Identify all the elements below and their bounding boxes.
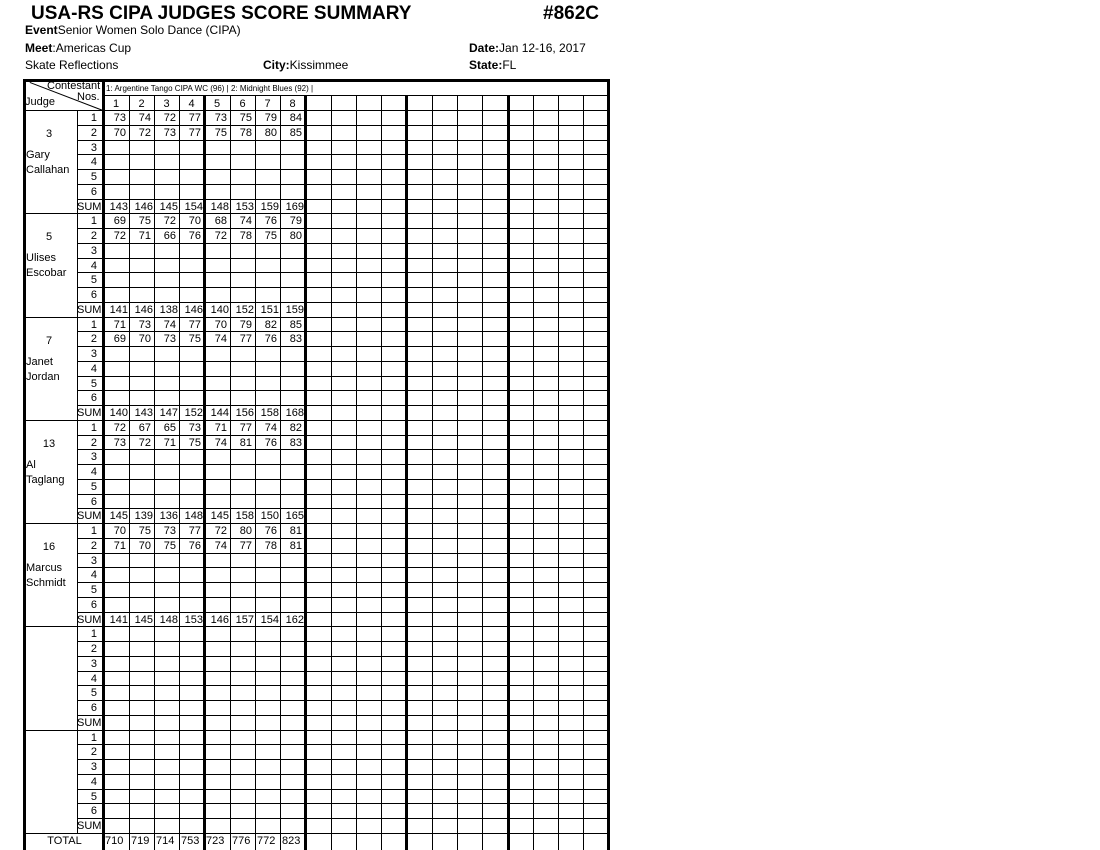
judge-last-name: Escobar [26, 267, 67, 280]
sum-cell: 151 [260, 304, 279, 316]
score-cell: 72 [163, 215, 176, 227]
row-label: 2 [90, 540, 97, 552]
row-line [77, 538, 608, 539]
score-cell: 73 [163, 525, 176, 537]
score-cell: 80 [289, 230, 302, 242]
row-label: SUM [77, 407, 102, 419]
row-label: 3 [90, 348, 97, 360]
score-cell: 73 [214, 112, 227, 124]
row-line [77, 774, 608, 775]
score-cell: 72 [138, 127, 151, 139]
total-row-line [23, 833, 608, 834]
score-cell: 72 [163, 112, 176, 124]
block-divider [23, 626, 608, 627]
sum-cell: 147 [159, 407, 178, 419]
score-cell: 73 [113, 112, 126, 124]
score-cell: 69 [113, 215, 126, 227]
block-divider [23, 420, 608, 421]
score-cell: 76 [264, 333, 277, 345]
row-line [77, 508, 608, 509]
score-cell: 85 [289, 319, 302, 331]
judge-last-name: Schmidt [26, 577, 66, 589]
sum-cell: 141 [109, 614, 128, 626]
sum-cell: 143 [134, 407, 153, 419]
score-cell: 73 [163, 127, 176, 139]
score-cell: 82 [289, 422, 302, 434]
sum-cell: 157 [235, 614, 254, 626]
row-line [77, 199, 608, 200]
sum-cell: 139 [134, 510, 153, 522]
row-label: 3 [90, 555, 97, 567]
row-line [77, 184, 608, 185]
score-grid [23, 79, 610, 850]
row-label: 2 [90, 437, 97, 449]
row-label: 6 [90, 186, 97, 198]
score-cell: 79 [289, 215, 302, 227]
meet-value: Americas Cup [55, 41, 132, 55]
score-cell: 83 [289, 333, 302, 345]
row-line [77, 405, 608, 406]
row-line [77, 302, 608, 303]
row-line [77, 597, 608, 598]
score-cell: 72 [113, 230, 126, 242]
score-cell: 76 [264, 215, 277, 227]
score-cell: 76 [264, 525, 277, 537]
row-line [77, 671, 608, 672]
score-cell: 77 [188, 525, 201, 537]
score-cell: 74 [138, 112, 151, 124]
row-line [77, 789, 608, 790]
score-cell: 69 [113, 333, 126, 345]
row-line [77, 494, 608, 495]
row-line [77, 641, 608, 642]
total-cell: 823 [282, 835, 301, 847]
sum-cell: 145 [134, 614, 153, 626]
thick-column-line [507, 95, 510, 850]
row-line [77, 744, 608, 745]
judge-first-name: Marcus [26, 562, 63, 574]
row-line [77, 154, 608, 155]
row-line [77, 346, 608, 347]
sum-cell: 141 [109, 304, 128, 316]
score-cell: 79 [264, 112, 277, 124]
score-cell: 71 [163, 437, 176, 449]
sum-cell: 152 [184, 407, 203, 419]
row-line [77, 715, 608, 716]
score-cell: 73 [163, 333, 176, 345]
score-cell: 76 [264, 437, 277, 449]
score-cell: 70 [138, 540, 151, 552]
contestant-number: 7 [264, 98, 271, 110]
thick-column-line [102, 80, 105, 850]
column-line [331, 95, 332, 850]
score-cell: 75 [138, 215, 151, 227]
row-label: 3 [90, 761, 97, 773]
score-cell: 72 [113, 422, 126, 434]
sum-cell: 150 [260, 510, 279, 522]
sum-cell: 136 [159, 510, 178, 522]
sum-cell: 154 [260, 614, 279, 626]
row-line [77, 803, 608, 804]
score-cell: 72 [214, 230, 227, 242]
score-cell: 75 [188, 333, 201, 345]
contestant-number: 6 [239, 98, 246, 110]
total-cell: 776 [232, 835, 251, 847]
row-label: SUM [77, 201, 102, 213]
judge-number: 3 [45, 128, 53, 140]
row-label: 5 [90, 584, 97, 596]
score-cell: 70 [188, 215, 201, 227]
block-divider [23, 523, 608, 524]
score-cell: 71 [113, 319, 126, 331]
row-label: SUM [77, 614, 102, 626]
corner-nos-label: Nos. [77, 91, 100, 103]
column-line [381, 95, 382, 850]
score-cell: 74 [214, 437, 227, 449]
score-cell: 75 [264, 230, 277, 242]
judge-last-name: Jordan [26, 370, 60, 383]
sum-cell: 162 [285, 614, 304, 626]
row-line [77, 272, 608, 273]
score-cell: 77 [188, 319, 201, 331]
block-divider [23, 317, 608, 318]
row-label: 6 [90, 496, 97, 508]
sum-cell: 159 [285, 304, 304, 316]
event-value: Senior Women Solo Dance (CIPA) [57, 23, 241, 37]
score-cell: 72 [214, 525, 227, 537]
score-cell: 71 [214, 422, 227, 434]
row-label: 6 [90, 805, 97, 817]
score-cell: 75 [214, 127, 227, 139]
row-line [77, 656, 608, 657]
sum-cell: 154 [184, 201, 203, 213]
row-label: 1 [90, 319, 97, 331]
state-line [469, 58, 516, 72]
row-label: 2 [90, 127, 97, 139]
total-cell: 723 [206, 835, 225, 847]
state-label: State: [469, 58, 503, 72]
score-cell: 73 [138, 319, 151, 331]
score-cell: 76 [188, 230, 201, 242]
city-value: Kissimmee [289, 58, 349, 72]
row-label: 3 [90, 658, 97, 670]
score-cell: 70 [214, 319, 227, 331]
sum-cell: 140 [109, 407, 128, 419]
row-label: 4 [90, 673, 97, 685]
score-cell: 70 [113, 525, 126, 537]
sum-cell: 156 [235, 407, 254, 419]
row-label: 4 [90, 156, 97, 168]
row-label: 6 [90, 289, 97, 301]
row-line [77, 361, 608, 362]
row-label: 1 [90, 112, 97, 124]
row-line [77, 435, 608, 436]
row-label: 5 [90, 274, 97, 286]
sum-cell: 140 [210, 304, 229, 316]
column-line [583, 95, 584, 850]
total-cell: 753 [181, 835, 200, 847]
block-divider [23, 730, 608, 731]
contestant-number: 3 [163, 98, 170, 110]
row-label: 2 [90, 643, 97, 655]
meet-label: Meet [25, 41, 53, 55]
sum-cell: 146 [184, 304, 203, 316]
contestant-number: 8 [289, 98, 296, 110]
judge-last-name: Taglang [26, 473, 65, 486]
row-label: 1 [90, 732, 97, 744]
row-line [77, 331, 608, 332]
score-cell: 74 [214, 333, 227, 345]
row-line [77, 553, 608, 554]
judge-number: 7 [45, 334, 53, 347]
row-line [77, 567, 608, 568]
score-cell: 81 [289, 525, 302, 537]
row-line [77, 258, 608, 259]
row-line [77, 390, 608, 391]
total-cell: 719 [131, 835, 150, 847]
score-cell: 77 [188, 127, 201, 139]
score-cell: 71 [138, 230, 151, 242]
block-divider [23, 213, 608, 214]
score-cell: 68 [214, 215, 227, 227]
score-cell: 78 [239, 127, 252, 139]
column-line [533, 95, 534, 850]
row-line [77, 612, 608, 613]
corner-judge-label: Judge [25, 96, 55, 108]
score-cell: 75 [188, 437, 201, 449]
score-cell: 70 [113, 127, 126, 139]
row-label: 4 [90, 776, 97, 788]
thick-column-line [405, 95, 408, 850]
state-value: FL [502, 58, 517, 72]
row-line [77, 449, 608, 450]
judge-first-name: Al [26, 458, 36, 471]
contestant-number: 5 [213, 98, 221, 110]
block-divider [23, 110, 608, 111]
city-line [263, 58, 348, 72]
score-cell: 71 [113, 540, 126, 552]
score-cell: 73 [188, 422, 201, 434]
score-cell: 65 [163, 422, 176, 434]
row-label: SUM [77, 717, 102, 729]
row-label: 1 [90, 422, 97, 434]
row-label: 2 [90, 746, 97, 758]
row-label: 2 [90, 333, 97, 345]
judge-first-name: Gary [26, 149, 50, 161]
row-line [77, 582, 608, 583]
sum-cell: 153 [184, 614, 203, 626]
city-label: City: [263, 58, 290, 72]
total-cell: 714 [156, 835, 175, 847]
row-label: 1 [90, 215, 97, 227]
row-label: 3 [90, 451, 97, 463]
judge-first-name: Janet [26, 355, 53, 368]
row-label: 5 [90, 791, 97, 803]
column-line [457, 95, 458, 850]
row-label: 5 [90, 378, 97, 390]
score-cell: 77 [188, 112, 201, 124]
score-cell: 77 [239, 333, 252, 345]
sum-cell: 145 [109, 510, 128, 522]
row-label: 5 [90, 481, 97, 493]
contestant-number: 2 [138, 98, 145, 110]
score-cell: 79 [239, 319, 252, 331]
sum-cell: 146 [210, 614, 229, 626]
score-cell: 83 [289, 437, 302, 449]
score-cell: 73 [113, 437, 126, 449]
sum-cell: 146 [134, 304, 153, 316]
column-line [558, 95, 559, 850]
total-cell: 772 [257, 835, 276, 847]
contestant-number: 1 [112, 98, 120, 110]
score-cell: 75 [138, 525, 151, 537]
sum-cell: 152 [235, 304, 254, 316]
score-cell: 74 [264, 422, 277, 434]
score-cell: 72 [138, 437, 151, 449]
score-cell: 74 [239, 215, 252, 227]
sum-cell: 165 [285, 510, 304, 522]
score-cell: 74 [214, 540, 227, 552]
row-label: 4 [90, 260, 97, 272]
sum-cell: 153 [235, 201, 254, 213]
score-cell: 80 [239, 525, 252, 537]
sum-cell: 159 [260, 201, 279, 213]
score-cell: 75 [163, 540, 176, 552]
score-cell: 66 [163, 230, 176, 242]
column-line [432, 95, 433, 850]
sum-cell: 158 [260, 407, 279, 419]
sum-cell: 143 [109, 201, 128, 213]
total-label: TOTAL [47, 835, 82, 847]
row-label: 6 [90, 599, 97, 611]
row-line [77, 287, 608, 288]
row-line [77, 700, 608, 701]
date-label: Date: [469, 41, 500, 55]
score-cell: 81 [289, 540, 302, 552]
date-line [469, 41, 586, 55]
judge-number: 5 [45, 231, 53, 244]
sum-cell: 169 [285, 201, 304, 213]
row-line [77, 818, 608, 819]
sum-cell: 148 [184, 510, 203, 522]
date-value: Jan 12-16, 2017 [499, 41, 586, 55]
row-label: 2 [90, 230, 97, 242]
score-cell: 85 [289, 127, 302, 139]
row-label: SUM [77, 820, 102, 832]
score-cell: 70 [138, 333, 151, 345]
row-line [77, 228, 608, 229]
sum-cell: 145 [210, 510, 229, 522]
judge-number: 16 [42, 541, 56, 553]
row-label: SUM [77, 304, 102, 316]
column-line [356, 95, 357, 850]
judge-last-name: Callahan [26, 164, 70, 176]
score-cell: 78 [239, 230, 252, 242]
score-cell: 81 [239, 437, 252, 449]
sum-cell: 145 [159, 201, 178, 213]
corner-contestant-label: Contestant [47, 80, 101, 92]
row-label: 5 [90, 687, 97, 699]
total-cell: 710 [105, 835, 124, 847]
row-line [77, 479, 608, 480]
meet-line: Meet:Americas Cup [25, 41, 132, 55]
row-line [77, 243, 608, 244]
sum-cell: 158 [235, 510, 254, 522]
event-line [25, 23, 241, 37]
score-cell: 77 [239, 422, 252, 434]
row-label: 5 [90, 171, 97, 183]
row-line [77, 125, 608, 126]
row-label: SUM [77, 510, 102, 522]
row-label: 3 [90, 245, 97, 257]
sum-cell: 168 [285, 407, 304, 419]
judge-number: 13 [42, 437, 56, 450]
form-number: #862C [543, 3, 599, 24]
score-cell: 77 [239, 540, 252, 552]
sum-cell: 148 [210, 201, 229, 213]
score-cell: 80 [264, 127, 277, 139]
sum-cell: 146 [134, 201, 153, 213]
row-label: 4 [90, 466, 97, 478]
frame-top [23, 79, 610, 82]
sum-cell: 148 [159, 614, 178, 626]
score-cell: 76 [188, 540, 201, 552]
column-line [482, 95, 483, 850]
sum-cell: 138 [159, 304, 178, 316]
page-title: USA-RS CIPA JUDGES SCORE SUMMARY [31, 3, 412, 24]
score-cell: 84 [289, 112, 302, 124]
row-line [77, 759, 608, 760]
score-cell: 78 [264, 540, 277, 552]
row-line [77, 376, 608, 377]
row-label: 1 [90, 628, 97, 640]
score-cell: 82 [264, 319, 277, 331]
row-line [77, 169, 608, 170]
row-line [77, 140, 608, 141]
score-cell: 74 [163, 319, 176, 331]
sum-cell: 144 [210, 407, 229, 419]
row-label: 4 [90, 569, 97, 581]
thick-column-line [304, 95, 307, 850]
event-label: Event [25, 23, 58, 37]
score-cell: 75 [239, 112, 252, 124]
row-label: 6 [90, 392, 97, 404]
judge-first-name: Ulises [26, 252, 56, 265]
row-line [77, 685, 608, 686]
contestant-number: 4 [188, 98, 195, 110]
row-label: 6 [90, 702, 97, 714]
row-label: 4 [90, 363, 97, 375]
row-line [77, 464, 608, 465]
host-club: Skate Reflections [25, 58, 119, 72]
row-label: 3 [90, 142, 97, 154]
score-cell: 67 [138, 422, 151, 434]
row-label: 1 [90, 525, 97, 537]
dances-legend: 1: Argentine Tango CIPA WC (96) | 2: Midnight Blues (92) | [106, 84, 314, 93]
